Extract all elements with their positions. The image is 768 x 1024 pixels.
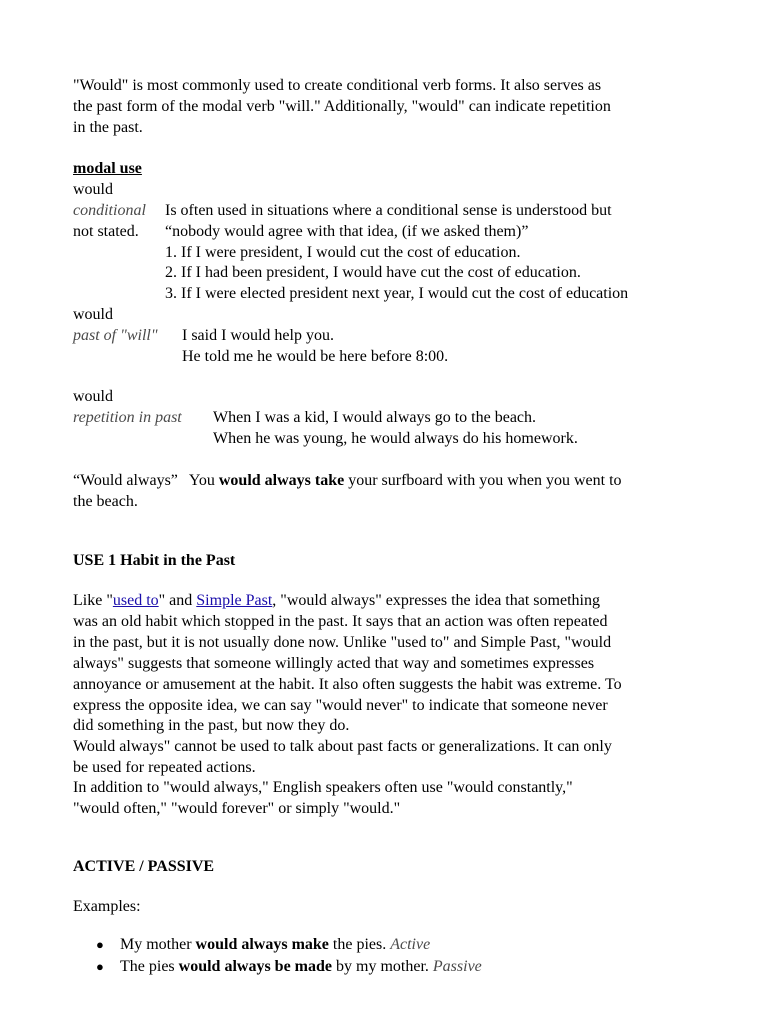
use1-line-7: did something in the past, but now they do. [73,717,350,734]
modal-word-would-3: would [73,388,113,405]
would-always-line-2: the beach. [73,493,138,510]
use1-line-5: annoyance or amusement at the habit. It also often suggests the habit was extreme. To [73,676,622,693]
would-always-bold: would always take [218,472,345,489]
use1-line-8: Would always" cannot be used to talk about past facts or generalizations. It can only [73,738,612,755]
use1-text-end: , "would always" expresses the idea that something [272,592,600,609]
modal-word-would: would [73,181,113,198]
intro-line-2: the past form of the modal verb "will." Additionally, "would" can indicate repetition [73,98,611,115]
repetition-label: repetition in past [73,409,182,426]
use1-heading: USE 1 Habit in the Past [73,552,236,569]
list-item-passive [120,957,482,978]
intro-line-1: "Would" is most commonly used to create conditional verb forms. It also serves as [73,77,602,94]
bullet-icon: ● [96,959,104,974]
examples-label: Examples: [73,898,141,915]
passive-bold: would always be made [178,958,333,975]
intro-line-3: in the past. [73,119,143,136]
use1-line-3: in the past, but it is not usually done now. Unlike "used to" and Simple Past, "would [73,634,612,651]
past-of-will-label: past of "will" [73,327,158,344]
use1-line-11: "would often," "would forever" or simply "would." [73,800,401,817]
active-bold: would always make [195,936,329,953]
passive-pre: The pies [120,958,179,975]
conditional-label: conditional [73,202,146,219]
past-example-1: I said I would help you. [182,327,334,344]
passive-post: by my mother. [332,958,433,975]
bullet-icon: ● [96,937,104,952]
use1-line-2: was an old habit which stopped in the past. It says that an action was often repeated [73,613,608,630]
repetition-example-1: When I was a kid, I would always go to the beach. [213,409,537,426]
used-to-link[interactable]: used to [112,592,159,609]
conditional-example-3: 3. If I were elected president next year, I would cut the cost of education [165,285,629,302]
active-passive-heading: ACTIVE / PASSIVE [73,858,215,875]
conditional-description: Is often used in situations where a conditional sense is understood but [165,202,612,219]
repetition-example-2: When he was young, he would always do his homework. [213,430,578,447]
would-always-pre: You [188,472,219,489]
active-tag: Active [390,936,431,953]
use1-line-10: In addition to "would always," English speakers often use "would constantly," [73,779,573,796]
use1-line-9: be used for repeated actions. [73,759,256,776]
passive-tag: Passive [432,958,482,975]
use1-text-mid: " and [158,592,197,609]
would-always-term: “Would always” [73,472,178,489]
simple-past-link[interactable]: Simple Past [196,592,273,609]
conditional-example-2: 2. If I had been president, I would have cut the cost of education. [165,264,581,281]
past-example-2: He told me he would be here before 8:00. [182,348,449,365]
active-pre: My mother [120,936,196,953]
would-always-post: your surfboard with you when you went to [344,472,622,489]
conditional-quote: “nobody would agree with that idea, (if we asked them)” [165,223,529,240]
conditional-description-cont: not stated. [73,223,139,240]
use1-line-4: always" suggests that someone willingly acted that way and sometimes expresses [73,655,595,672]
use1-text-start: Like " [73,592,113,609]
modal-word-would-2: would [73,306,113,323]
use1-line-1 [73,591,600,612]
modal-use-heading: modal use [73,160,142,177]
list-item-active [120,935,430,956]
use1-line-6: express the opposite idea, we can say "would never" to indicate that someone never [73,697,608,714]
would-always-line [73,471,622,492]
conditional-example-1: 1. If I were president, I would cut the cost of education. [165,244,521,261]
active-post: the pies. [328,936,391,953]
